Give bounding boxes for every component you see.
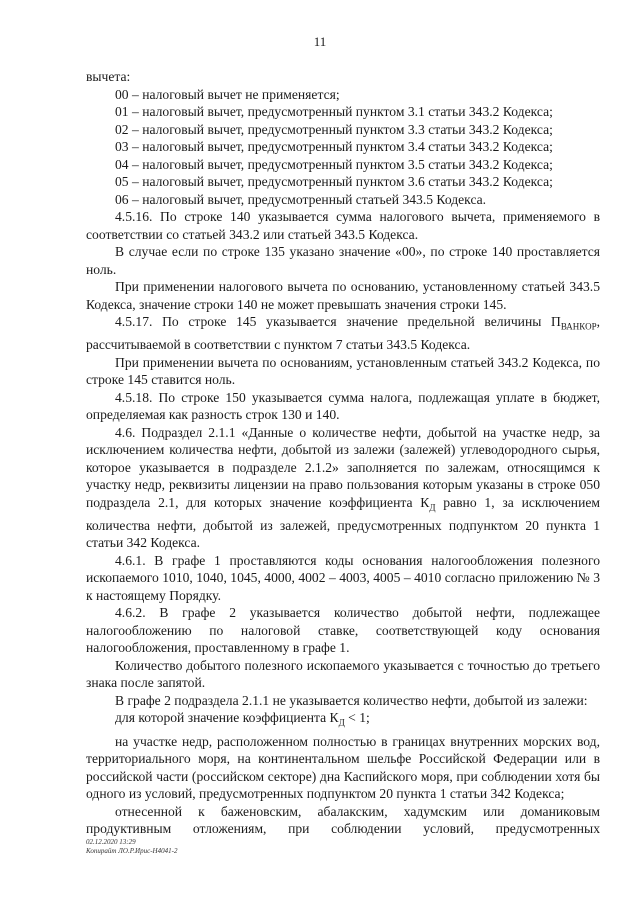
paragraph: При применении налогового вычета по основанию, установленному статьей 343.5 Кодекса, значение строки 140 не может превышать значения строки 145. [86,279,600,312]
document-body [86,68,600,838]
paragraph: При применении вычета по основаниям, установленным статьей 343.2 Кодекса, по строке 145 ставится ноль. [86,354,600,388]
list-item: 05 – налоговый вычет, предусмотренный пунктом 3.6 статьи 343.2 Кодекса; [115,174,553,189]
paragraph [86,424,600,552]
text-run: равно 1, за исключением количества нефти, добытой из залежей, предусмотренных подпунктом 20 пункта 1 статьи 342 Кодекса. [86,494,600,551]
paragraph: на участке недр, расположенном полностью в границах внутренних морских вод, территориального моря, на континентальном шельфе Российской Федерации или в российской части (российском секторе) дна Каспийского моря, при соблюдении хотя бы одного из условий, предусмотренных подпунктом 20 пункта 1 статьи 342 Кодекса; [86,733,600,802]
text-run: < 1; [344,710,370,726]
paragraph: отнесенной к баженовским, абалакским, хадумским или доманиковым продуктивным отложениям, при соблюдении условий, предусмотренных [86,803,600,837]
paragraph: Количество добытого полезного ископаемого указывается с точностью до третьего знака после запятой. [86,657,600,691]
text-run: для которой значение коэффициента К [115,710,339,726]
text-run: 4.5.17. По строке 145 указывается значение предельной величины П [115,314,561,329]
footer-timestamp: 02.12.2020 13:29 [86,838,136,846]
paragraph: В случае если по строке 135 указано значение «00», по строке 140 проставляется ноль. [86,244,600,277]
page-number: 11 [313,34,327,49]
subscript: Д [338,718,345,729]
paragraph: 4.5.18. По строке 150 указывается сумма налога, подлежащая уплате в бюджет, определяемая как разность строк 130 и 140. [86,389,600,423]
paragraph [86,313,600,354]
paragraph: В графе 2 подраздела 2.1.1 не указывается количество нефти, добытой из залежи: [115,692,588,708]
subscript: ВАНКОР [560,321,597,332]
footer-stamp [86,838,177,855]
paragraph [86,709,600,732]
paragraph: 4.5.16. По строке 140 указывается сумма налогового вычета, применяемого в соответствии со статьей 343.2 или статьей 343.5 Кодекса. [86,209,600,242]
paragraph: 4.6.1. В графе 1 проставляются коды основания налогообложения полезного ископаемого 1010, 1040, 1045, 4000, 4002 – 4003, 4005 – 4010 согласно приложению № 3 к настоящему Порядку. [86,552,600,603]
list-item: 06 – налоговый вычет, предусмотренный статьей 343.5 Кодекса. [115,191,487,207]
list-item: 00 – налоговый вычет не применяется; [115,86,340,102]
list-item: 03 – налоговый вычет, предусмотренный пунктом 3.4 статьи 343.2 Кодекса; [115,139,553,154]
paragraph: 4.6.2. В графе 2 указывается количество добытой нефти, подлежащее налогообложению по налоговой ставке, соответствующей коду основания налогообложения, проставленному в графе 1. [86,605,600,656]
list-item: 01 – налоговый вычет, предусмотренный пунктом 3.1 статьи 343.2 Кодекса; [115,104,553,119]
list-item: 02 – налоговый вычет, предусмотренный пунктом 3.3 статьи 343.2 Кодекса; [115,121,553,137]
footer-copyright: Копирайт ЛО.Р.Ирис-Н4041-2 [86,846,178,855]
text-run: 4.6. Подраздел 2.1.1 «Данные о количестве нефти, добытой на участке недр, за исключением количества нефти, добытой из залежи (залежей) углеводородного сырья, которое указывается в подразделе 2.1.2» заполняется по залежам, относящимся к участку недр, реквизиты лицензии на право пользования которым указаны в строке 050 подраздела 2.1, для которых значение коэффициента К [86,424,600,510]
paragraph: вычета: [86,69,131,84]
list-item: 04 – налоговый вычет, предусмотренный пунктом 3.5 статьи 343.2 Кодекса; [115,156,553,172]
text-run: , рассчитываемой в соответствии с пунктом 7 статьи 343.5 Кодекса. [86,314,600,353]
subscript: Д [429,502,436,513]
